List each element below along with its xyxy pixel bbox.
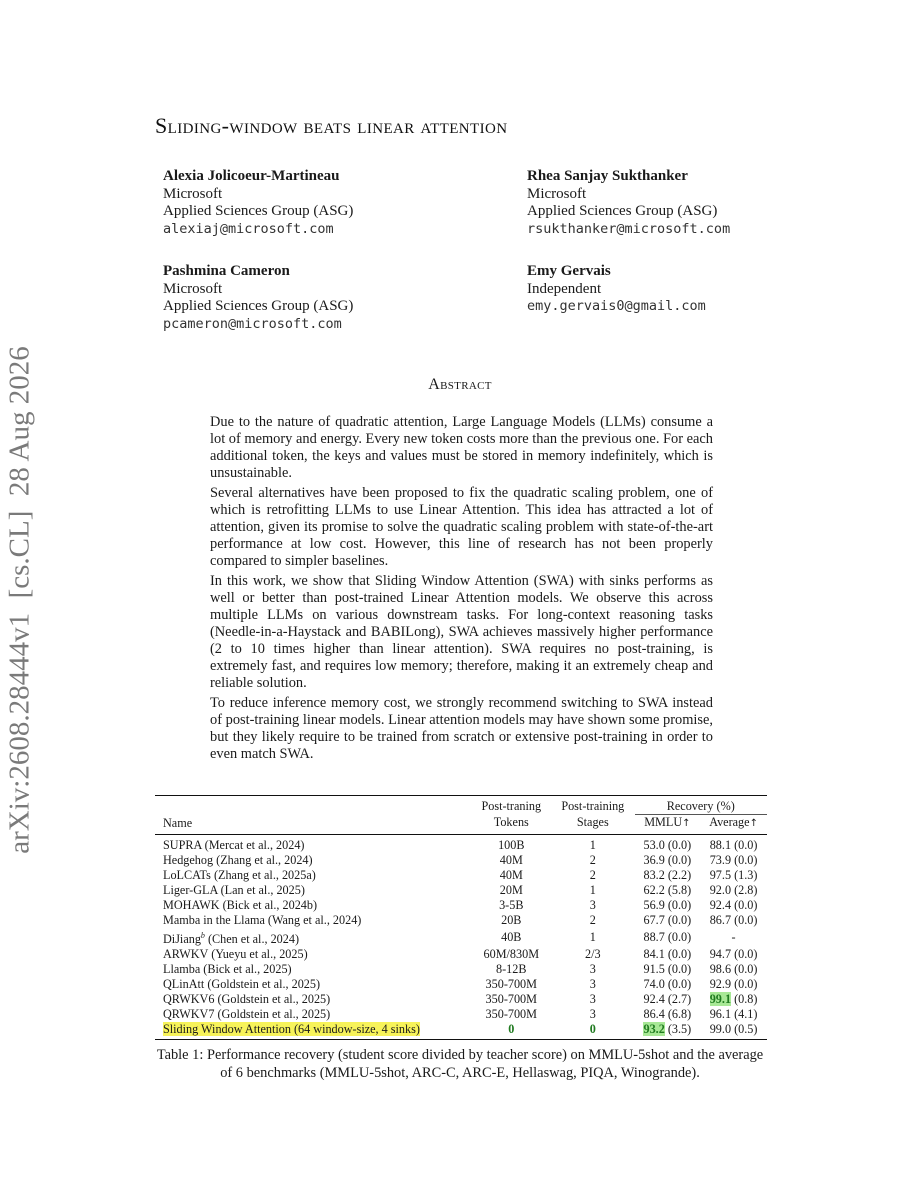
mmlu-sd: (2.2): [667, 868, 692, 882]
mmlu-sd: (6.8): [667, 1007, 692, 1022]
cell-tokens: 40M: [499, 853, 523, 867]
col-header-tokens: Post-traning: [472, 796, 552, 815]
author-block: [163, 168, 353, 238]
mmlu-sd: (5.8): [667, 883, 692, 897]
cell-stages: 3: [589, 898, 596, 912]
cell-name: MOHAWK (Bick et al., 2024b): [163, 898, 318, 912]
mmlu-sd: (0.0): [667, 913, 692, 927]
cell-mmlu: [635, 835, 701, 854]
cell-mmlu: [635, 898, 701, 913]
mmlu-sd: (3.5): [667, 1022, 692, 1037]
avg-value-best: 99.1: [709, 992, 732, 1007]
cell-stages: 1: [589, 838, 596, 852]
table-caption: Table 1: Performance recovery (student score divided by teacher score) on MMLU-5shot and the average of 6 benchmarks (MMLU-5shot, ARC-C, ARC-E, Hellaswag, PIQA, Winogrande).: [156, 1047, 764, 1081]
avg-sd: (0.8): [734, 992, 758, 1007]
mmlu-value: 84.1: [643, 947, 665, 962]
cell-tokens: 350-700M: [485, 977, 537, 992]
cell-tokens: 60M/830M: [483, 947, 540, 962]
cell-tokens: 8-12B: [496, 962, 527, 977]
col-header-tokens-sub: Tokens: [472, 815, 552, 835]
author-name: Alexia Jolicoeur-Martineau: [163, 168, 340, 184]
author-affiliation: Independent: [527, 280, 602, 297]
author-affiliation: Applied Sciences Group (ASG): [527, 203, 718, 219]
cell-average: [700, 883, 767, 898]
cell-average: [700, 992, 767, 1007]
abstract-paragraph: Due to the nature of quadratic attention, Large Language Models (LLMs) consume a lot of memory and energy. Every new token costs more than the previous one. For each additional token, the keys and values must be stored in memory indefinitely, which is unsustainable.: [210, 414, 713, 481]
col-header-stages: Post-training: [551, 796, 635, 815]
cell-name: SUPRA (Mercat et al., 2024): [163, 838, 305, 852]
mmlu-value: 62.2: [643, 883, 665, 897]
avg-value: 92.4: [709, 898, 732, 912]
cell-mmlu: [635, 913, 701, 928]
table-row: [155, 883, 767, 898]
table-row: [155, 868, 767, 883]
cell-name: ARWKV (Yueyu et al., 2025): [163, 947, 308, 962]
table-row-highlighted: [155, 1022, 767, 1040]
cell-name: [155, 1022, 472, 1040]
mmlu-value: 86.4: [643, 1007, 665, 1022]
author-affiliation: Microsoft: [527, 185, 587, 202]
avg-sd: (0.0): [734, 962, 758, 977]
cell-mmlu: [635, 962, 701, 977]
cell-tokens: 0: [472, 1022, 552, 1040]
cell-mmlu: [635, 992, 701, 1007]
cell-stages: 3: [589, 992, 596, 1007]
author-affiliation: Microsoft: [163, 280, 223, 297]
cell-tokens: 350-700M: [485, 1007, 537, 1022]
avg-value: 73.9: [709, 853, 732, 867]
table-row: [155, 853, 767, 868]
col-header-stages-sub: Stages: [551, 815, 635, 835]
avg-sd: (0.5): [734, 1022, 758, 1037]
mmlu-value-best: 93.2: [643, 1022, 665, 1037]
col-header-recovery: Recovery (%): [635, 796, 767, 815]
author-block: [527, 263, 706, 316]
paper-title: Sliding-window beats linear attention: [155, 113, 508, 138]
avg-value: 92.0: [709, 883, 732, 897]
mmlu-value: 53.0: [643, 838, 665, 852]
avg-value: 94.7: [709, 947, 732, 962]
cell-average: [700, 868, 767, 883]
avg-sd: (0.0): [734, 898, 758, 912]
avg-sd: (0.0): [734, 977, 758, 992]
avg-value: 96.1: [709, 1007, 732, 1022]
cell-name-text: DiJiang: [163, 932, 201, 947]
cell-name: QLinAtt (Goldstein et al., 2025): [163, 977, 321, 992]
mmlu-value: 92.4: [643, 992, 665, 1007]
avg-sd: (0.0): [734, 947, 758, 962]
table-row: [155, 947, 767, 962]
table-row: [155, 898, 767, 913]
avg-value: 97.5: [709, 868, 732, 882]
cell-mmlu: [635, 868, 701, 883]
cell-average: [700, 947, 767, 962]
author-affiliation: Applied Sciences Group (ASG): [163, 203, 354, 219]
cell-tokens: 350-700M: [485, 992, 537, 1007]
mmlu-value: 56.9: [643, 898, 665, 912]
cell-stages: 2/3: [585, 947, 601, 962]
cell-average: [700, 913, 767, 928]
col-header-mmlu-label: MMLU: [644, 815, 683, 829]
avg-value: 99.0: [709, 1022, 732, 1037]
cell-tokens: 20B: [501, 913, 522, 927]
col-header-average: [700, 815, 767, 835]
avg-value: 86.7: [709, 913, 732, 927]
cell-stages: 0: [551, 1022, 635, 1040]
cell-average: [700, 1022, 767, 1040]
cell-stages: 2: [589, 853, 596, 867]
author-block: [163, 263, 353, 333]
abstract-paragraph: Several alternatives have been proposed to fix the quadratic scaling problem, one of which is retrofitting LLMs to use Linear Attention. This idea has attracted a lot of attention, given its promise to solve the quadratic scaling problem with state-of-the-art performance at low cost. However, this line of research has not been properly compared to simpler baselines.: [210, 485, 713, 569]
cell-stages: 1: [589, 883, 596, 897]
cell-name: Mamba in the Llama (Wang et al., 2024): [163, 913, 362, 927]
cell-tokens: 20M: [499, 883, 523, 897]
highlighted-name: Sliding Window Attention (64 window-size, 4 sinks): [163, 1022, 420, 1037]
cell-average: [700, 928, 767, 947]
cell-stages: 2: [589, 868, 596, 882]
cell-name-citation: (Chen et al., 2024): [204, 932, 300, 947]
col-header-average-label: Average: [709, 815, 750, 829]
author-name: Rhea Sanjay Sukthanker: [527, 168, 688, 184]
cell-stages: 3: [589, 977, 596, 992]
cell-stages: 3: [589, 962, 596, 977]
arxiv-id-text: arXiv:2608.28444v1 [cs.CL] 28 Aug 2026: [3, 346, 36, 854]
arrow-up-icon: ↑: [749, 818, 758, 829]
abstract-heading: Abstract: [428, 376, 492, 393]
avg-value: -: [731, 930, 736, 945]
avg-value: 92.9: [709, 977, 732, 992]
author-email: emy.gervais0@gmail.com: [527, 298, 706, 314]
avg-sd: (0.0): [734, 853, 758, 867]
mmlu-value: 88.7: [643, 930, 665, 945]
cell-average: [700, 977, 767, 992]
mmlu-value: 83.2: [643, 868, 665, 882]
cell-average: [700, 853, 767, 868]
abstract-body: [210, 414, 713, 766]
author-name: Pashmina Cameron: [163, 263, 290, 279]
mmlu-sd: (0.0): [667, 930, 692, 945]
avg-value: 98.6: [709, 962, 732, 977]
mmlu-value: 67.7: [643, 913, 665, 927]
table-row: [155, 913, 767, 928]
mmlu-sd: (0.0): [667, 977, 692, 992]
abstract-paragraph: In this work, we show that Sliding Window Attention (SWA) with sinks performs as well or better than post-trained Linear Attention models. We observe this across multiple LLMs on various downstream tasks. For long-context reasoning tasks (Needle-in-a-Haystack and BABILong), SWA achieves massively higher performance (2 to 10 times higher than linear attention). SWA requires no post-training, is extremely fast, and requires low memory; therefore, making it an extremely cheap and reliable solution.: [210, 573, 713, 691]
table-row: [155, 962, 767, 977]
avg-value: 88.1: [709, 838, 732, 852]
col-header-name: Name: [155, 796, 472, 835]
avg-sd: (0.0): [734, 838, 758, 852]
mmlu-value: 36.9: [643, 853, 665, 867]
table-row: [155, 977, 767, 992]
mmlu-sd: (0.0): [667, 838, 692, 852]
avg-sd: (1.3): [734, 868, 758, 882]
cell-stages: 1: [589, 930, 596, 945]
author-email: rsukthanker@microsoft.com: [527, 220, 731, 237]
cell-mmlu: [635, 947, 701, 962]
cell-name: Liger-GLA (Lan et al., 2025): [163, 883, 305, 897]
cell-average: [700, 1007, 767, 1022]
author-name: Emy Gervais: [527, 263, 611, 279]
cell-mmlu: [635, 1022, 701, 1040]
mmlu-sd: (2.7): [667, 992, 692, 1007]
cell-tokens: 3-5B: [499, 898, 524, 912]
mmlu-sd: (0.0): [667, 947, 692, 962]
cell-mmlu: [635, 883, 701, 898]
author-email: pcameron@microsoft.com: [163, 315, 342, 332]
results-table: [155, 795, 767, 1040]
cell-name: QRWKV6 (Goldstein et al., 2025): [163, 992, 331, 1007]
avg-sd: (2.8): [734, 883, 758, 897]
cell-name: Llamba (Bick et al., 2025): [163, 962, 292, 977]
cell-average: [700, 898, 767, 913]
cell-mmlu: [635, 853, 701, 868]
cell-mmlu: [635, 977, 701, 992]
author-affiliation: Microsoft: [163, 185, 223, 202]
mmlu-sd: (0.0): [667, 898, 692, 912]
mmlu-sd: (0.0): [667, 853, 692, 867]
cell-average: [700, 835, 767, 854]
cell-mmlu: [635, 928, 701, 947]
table-row: [155, 835, 767, 854]
cell-name: Hedgehog (Zhang et al., 2024): [163, 853, 313, 867]
cell-tokens: 100B: [498, 838, 525, 852]
avg-sd: (4.1): [734, 1007, 758, 1022]
cell-average: [700, 962, 767, 977]
avg-sd: (0.0): [734, 913, 758, 927]
author-email: alexiaj@microsoft.com: [163, 220, 334, 237]
cell-stages: 2: [589, 913, 596, 927]
abstract-paragraph: To reduce inference memory cost, we strongly recommend switching to SWA instead of post-training linear models. Linear attention models may have shown some promise, but they likely require to be trained from scratch or extensive post-training in order to even match SWA.: [210, 695, 713, 762]
footnote-marker: b: [200, 931, 205, 940]
cell-name: LoLCATs (Zhang et al., 2025a): [163, 868, 316, 882]
col-header-mmlu: [635, 815, 701, 835]
cell-tokens: 40M: [499, 868, 523, 882]
arrow-up-icon: ↑: [682, 818, 691, 829]
table-row: [155, 928, 767, 947]
cell-name: [155, 928, 472, 947]
mmlu-value: 91.5: [643, 962, 665, 977]
cell-stages: 3: [589, 1007, 596, 1022]
cell-name: QRWKV7 (Goldstein et al., 2025): [163, 1007, 331, 1022]
mmlu-sd: (0.0): [667, 962, 692, 977]
mmlu-value: 74.0: [643, 977, 665, 992]
table-row: [155, 992, 767, 1007]
author-block: [527, 168, 730, 238]
cell-tokens: 40B: [501, 930, 522, 945]
author-affiliation: Applied Sciences Group (ASG): [163, 298, 354, 314]
cell-mmlu: [635, 1007, 701, 1022]
table-row: [155, 1007, 767, 1022]
